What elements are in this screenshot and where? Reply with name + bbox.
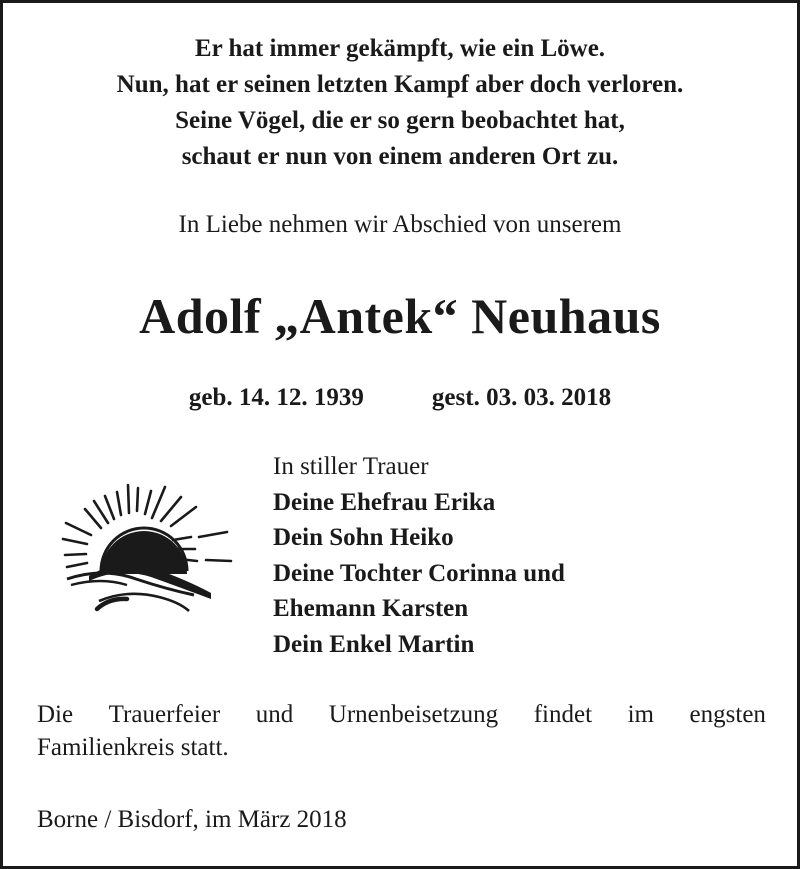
- verse-line: schaut er nun von einem anderen Ort zu.: [181, 143, 619, 170]
- notice-word: Trauerfeier: [108, 701, 221, 728]
- birth-date: geb. 14. 12. 1939: [188, 384, 364, 411]
- mourner-entry: Ehemann Karsten: [273, 595, 469, 622]
- verse-line: Er hat immer gekämpft, wie ein Löwe.: [194, 35, 606, 62]
- mourner-entry: Deine Tochter Corinna und: [273, 559, 565, 587]
- farewell-intro: In Liebe nehmen wir Abschied von unserem: [178, 211, 622, 238]
- mourner-entry: Dein Sohn Heiko: [273, 524, 454, 551]
- mourner-entry: Dein Enkel Martin: [273, 630, 475, 658]
- notice-word: und: [255, 701, 294, 728]
- funeral-notice: [37, 698, 766, 764]
- memorial-verse: [3, 31, 797, 175]
- deceased-name: Adolf „Antek“ Neuhaus: [139, 288, 661, 344]
- notice-word: Urnenbeisetzung: [328, 701, 499, 728]
- notice-word: engsten: [689, 701, 766, 728]
- mourner-list: [273, 485, 565, 663]
- verse-line: Seine Vögel, die er so gern beobachtet hat,: [175, 107, 625, 134]
- sunset-over-hills-icon: [61, 481, 235, 619]
- verse-line: Nun, hat er seinen letzten Kampf aber doch verloren.: [116, 71, 684, 98]
- mourning-heading: In stiller Trauer: [273, 453, 429, 480]
- notice-line: [37, 698, 766, 731]
- place-and-date: Borne / Bisdorf, im März 2018: [37, 806, 347, 833]
- mourners-block: [273, 449, 565, 662]
- notice-line: Familienkreis statt.: [37, 734, 229, 761]
- mourner-entry: Deine Ehefrau Erika: [273, 488, 496, 516]
- death-date: gest. 03. 03. 2018: [431, 384, 612, 411]
- notice-word: im: [627, 701, 654, 728]
- notice-word: Die: [37, 701, 74, 728]
- life-dates: [3, 380, 797, 416]
- notice-word: findet: [533, 701, 593, 728]
